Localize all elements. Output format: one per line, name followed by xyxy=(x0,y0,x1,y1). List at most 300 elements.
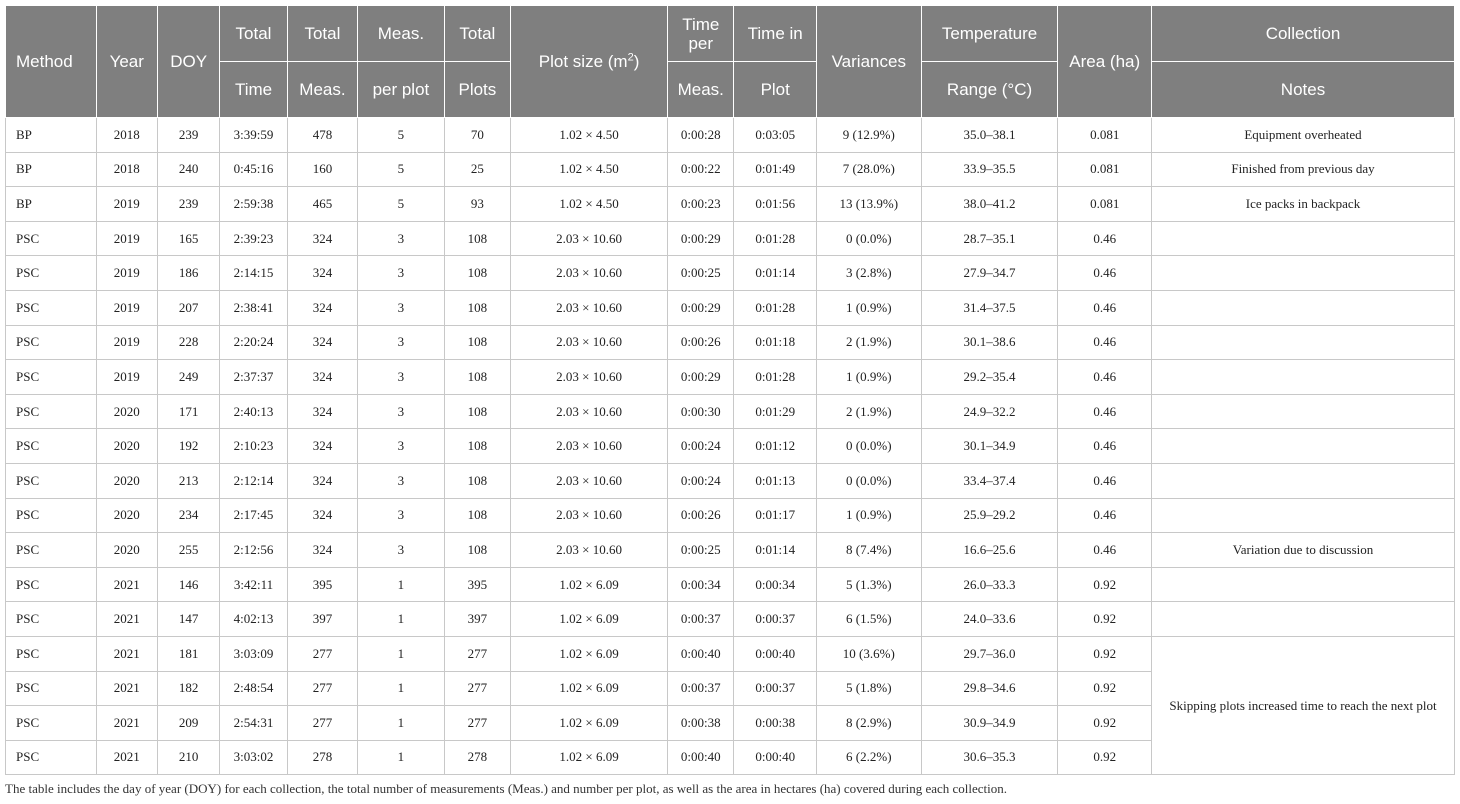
header-total-meas-top: Total xyxy=(287,6,357,62)
cell-total-meas: 324 xyxy=(287,221,357,256)
cell-doy: 147 xyxy=(157,602,219,637)
table-row xyxy=(6,636,1455,671)
cell-method: BP xyxy=(6,187,97,222)
header-plot-size-text: Plot size (m xyxy=(538,52,628,71)
cell-total-time: 3:03:02 xyxy=(220,740,287,775)
cell-total-plots: 108 xyxy=(444,429,510,464)
table-body xyxy=(6,118,1455,775)
cell-area: 0.92 xyxy=(1058,671,1152,706)
cell-time-per-meas: 0:00:40 xyxy=(668,740,734,775)
cell-total-time: 4:02:13 xyxy=(220,602,287,637)
header-temperature-bottom: Range (°C) xyxy=(921,62,1058,118)
cell-total-time: 3:39:59 xyxy=(220,118,287,153)
cell-total-meas: 324 xyxy=(287,360,357,395)
cell-total-time: 2:20:24 xyxy=(220,325,287,360)
cell-total-meas: 324 xyxy=(287,256,357,291)
cell-variances: 2 (1.9%) xyxy=(816,325,921,360)
cell-variances: 1 (0.9%) xyxy=(816,290,921,325)
cell-total-plots: 277 xyxy=(444,706,510,741)
cell-collection-notes xyxy=(1152,394,1455,429)
cell-time-in-plot: 0:01:49 xyxy=(734,152,817,187)
header-plot-size xyxy=(511,6,668,118)
cell-temperature-range: 30.9–34.9 xyxy=(921,706,1058,741)
cell-meas-per-plot: 3 xyxy=(358,533,445,568)
cell-time-in-plot: 0:00:37 xyxy=(734,602,817,637)
cell-time-per-meas: 0:00:37 xyxy=(668,602,734,637)
cell-total-meas: 478 xyxy=(287,118,357,153)
cell-area: 0.92 xyxy=(1058,706,1152,741)
cell-time-in-plot: 0:01:13 xyxy=(734,463,817,498)
cell-variances: 8 (2.9%) xyxy=(816,706,921,741)
cell-time-per-meas: 0:00:22 xyxy=(668,152,734,187)
cell-plot-size: 1.02 × 4.50 xyxy=(511,152,668,187)
cell-meas-per-plot: 3 xyxy=(358,360,445,395)
table-row xyxy=(6,533,1455,568)
cell-method: PSC xyxy=(6,498,97,533)
cell-area: 0.92 xyxy=(1058,567,1152,602)
cell-variances: 6 (1.5%) xyxy=(816,602,921,637)
cell-plot-size: 2.03 × 10.60 xyxy=(511,394,668,429)
cell-collection-notes xyxy=(1152,290,1455,325)
cell-temperature-range: 29.8–34.6 xyxy=(921,671,1058,706)
cell-doy: 239 xyxy=(157,187,219,222)
cell-time-in-plot: 0:01:28 xyxy=(734,221,817,256)
cell-collection-notes: Equipment overheated xyxy=(1152,118,1455,153)
cell-plot-size: 2.03 × 10.60 xyxy=(511,360,668,395)
cell-total-time: 2:17:45 xyxy=(220,498,287,533)
header-collection-notes-bottom: Notes xyxy=(1152,62,1455,118)
cell-plot-size: 1.02 × 4.50 xyxy=(511,118,668,153)
cell-plot-size: 1.02 × 6.09 xyxy=(511,706,668,741)
header-time-per-meas-bottom: Meas. xyxy=(668,62,734,118)
cell-method: PSC xyxy=(6,567,97,602)
cell-area: 0.081 xyxy=(1058,187,1152,222)
cell-area: 0.46 xyxy=(1058,394,1152,429)
cell-temperature-range: 33.9–35.5 xyxy=(921,152,1058,187)
cell-total-meas: 324 xyxy=(287,463,357,498)
table-row xyxy=(6,429,1455,464)
cell-total-plots: 397 xyxy=(444,602,510,637)
header-total-time-top: Total xyxy=(220,6,287,62)
cell-time-per-meas: 0:00:37 xyxy=(668,671,734,706)
cell-total-meas: 277 xyxy=(287,671,357,706)
cell-total-meas: 397 xyxy=(287,602,357,637)
cell-time-in-plot: 0:00:38 xyxy=(734,706,817,741)
cell-doy: 192 xyxy=(157,429,219,464)
cell-total-meas: 324 xyxy=(287,394,357,429)
header-total-meas-bottom: Meas. xyxy=(287,62,357,118)
cell-total-time: 2:12:14 xyxy=(220,463,287,498)
cell-variances: 3 (2.8%) xyxy=(816,256,921,291)
cell-plot-size: 2.03 × 10.60 xyxy=(511,325,668,360)
cell-meas-per-plot: 5 xyxy=(358,152,445,187)
cell-area: 0.46 xyxy=(1058,429,1152,464)
header-area: Area (ha) xyxy=(1058,6,1152,118)
cell-meas-per-plot: 1 xyxy=(358,567,445,602)
cell-year: 2020 xyxy=(96,463,157,498)
cell-variances: 5 (1.8%) xyxy=(816,671,921,706)
cell-meas-per-plot: 3 xyxy=(358,256,445,291)
cell-meas-per-plot: 1 xyxy=(358,706,445,741)
cell-meas-per-plot: 5 xyxy=(358,118,445,153)
cell-time-in-plot: 0:01:28 xyxy=(734,360,817,395)
header-time-in-plot-top: Time in xyxy=(734,6,817,62)
cell-method: PSC xyxy=(6,290,97,325)
cell-total-meas: 277 xyxy=(287,636,357,671)
cell-total-time: 2:40:13 xyxy=(220,394,287,429)
cell-time-in-plot: 0:01:56 xyxy=(734,187,817,222)
cell-area: 0.081 xyxy=(1058,152,1152,187)
cell-year: 2019 xyxy=(96,187,157,222)
cell-year: 2018 xyxy=(96,118,157,153)
cell-doy: 182 xyxy=(157,671,219,706)
cell-method: PSC xyxy=(6,256,97,291)
cell-variances: 5 (1.3%) xyxy=(816,567,921,602)
cell-temperature-range: 30.1–38.6 xyxy=(921,325,1058,360)
table-row xyxy=(6,256,1455,291)
cell-time-per-meas: 0:00:34 xyxy=(668,567,734,602)
cell-total-meas: 278 xyxy=(287,740,357,775)
cell-total-meas: 277 xyxy=(287,706,357,741)
cell-plot-size: 2.03 × 10.60 xyxy=(511,429,668,464)
cell-time-per-meas: 0:00:26 xyxy=(668,325,734,360)
cell-collection-notes xyxy=(1152,567,1455,602)
cell-year: 2021 xyxy=(96,567,157,602)
cell-total-plots: 108 xyxy=(444,221,510,256)
cell-time-per-meas: 0:00:30 xyxy=(668,394,734,429)
cell-temperature-range: 16.6–25.6 xyxy=(921,533,1058,568)
cell-total-meas: 160 xyxy=(287,152,357,187)
cell-plot-size: 2.03 × 10.60 xyxy=(511,221,668,256)
header-doy: DOY xyxy=(157,6,219,118)
cell-method: PSC xyxy=(6,706,97,741)
cell-total-plots: 108 xyxy=(444,360,510,395)
cell-year: 2020 xyxy=(96,394,157,429)
cell-meas-per-plot: 1 xyxy=(358,602,445,637)
cell-total-plots: 108 xyxy=(444,533,510,568)
cell-total-time: 2:39:23 xyxy=(220,221,287,256)
cell-doy: 210 xyxy=(157,740,219,775)
cell-area: 0.46 xyxy=(1058,463,1152,498)
cell-meas-per-plot: 3 xyxy=(358,429,445,464)
cell-area: 0.46 xyxy=(1058,290,1152,325)
cell-doy: 234 xyxy=(157,498,219,533)
cell-method: BP xyxy=(6,118,97,153)
cell-temperature-range: 26.0–33.3 xyxy=(921,567,1058,602)
cell-year: 2020 xyxy=(96,498,157,533)
cell-variances: 0 (0.0%) xyxy=(816,429,921,464)
cell-year: 2021 xyxy=(96,636,157,671)
cell-temperature-range: 35.0–38.1 xyxy=(921,118,1058,153)
cell-variances: 7 (28.0%) xyxy=(816,152,921,187)
cell-variances: 1 (0.9%) xyxy=(816,498,921,533)
cell-year: 2019 xyxy=(96,360,157,395)
cell-area: 0.92 xyxy=(1058,636,1152,671)
cell-plot-size: 2.03 × 10.60 xyxy=(511,498,668,533)
cell-method: PSC xyxy=(6,325,97,360)
cell-doy: 249 xyxy=(157,360,219,395)
cell-doy: 239 xyxy=(157,118,219,153)
cell-time-per-meas: 0:00:24 xyxy=(668,429,734,464)
cell-temperature-range: 27.9–34.7 xyxy=(921,256,1058,291)
table-row xyxy=(6,602,1455,637)
cell-total-plots: 277 xyxy=(444,671,510,706)
cell-area: 0.46 xyxy=(1058,325,1152,360)
cell-collection-notes: Finished from previous day xyxy=(1152,152,1455,187)
table-row xyxy=(6,394,1455,429)
cell-collection-notes: Skipping plots increased time to reach the next plot xyxy=(1152,636,1455,774)
cell-method: BP xyxy=(6,152,97,187)
cell-collection-notes xyxy=(1152,602,1455,637)
cell-collection-notes: Variation due to discussion xyxy=(1152,533,1455,568)
table-row xyxy=(6,290,1455,325)
cell-temperature-range: 38.0–41.2 xyxy=(921,187,1058,222)
cell-collection-notes xyxy=(1152,325,1455,360)
cell-total-time: 2:12:56 xyxy=(220,533,287,568)
cell-time-in-plot: 0:00:34 xyxy=(734,567,817,602)
cell-time-in-plot: 0:03:05 xyxy=(734,118,817,153)
cell-method: PSC xyxy=(6,636,97,671)
header-year: Year xyxy=(96,6,157,118)
cell-total-plots: 108 xyxy=(444,394,510,429)
table-row xyxy=(6,463,1455,498)
cell-method: PSC xyxy=(6,221,97,256)
cell-meas-per-plot: 3 xyxy=(358,290,445,325)
cell-temperature-range: 24.9–32.2 xyxy=(921,394,1058,429)
cell-plot-size: 2.03 × 10.60 xyxy=(511,290,668,325)
cell-meas-per-plot: 5 xyxy=(358,187,445,222)
cell-time-per-meas: 0:00:24 xyxy=(668,463,734,498)
cell-method: PSC xyxy=(6,671,97,706)
cell-year: 2021 xyxy=(96,602,157,637)
cell-year: 2021 xyxy=(96,706,157,741)
cell-plot-size: 2.03 × 10.60 xyxy=(511,533,668,568)
cell-area: 0.46 xyxy=(1058,533,1152,568)
cell-meas-per-plot: 1 xyxy=(358,671,445,706)
cell-time-in-plot: 0:00:40 xyxy=(734,636,817,671)
cell-plot-size: 2.03 × 10.60 xyxy=(511,256,668,291)
header-method: Method xyxy=(6,6,97,118)
cell-total-meas: 324 xyxy=(287,429,357,464)
cell-area: 0.081 xyxy=(1058,118,1152,153)
header-temperature-top: Temperature xyxy=(921,6,1058,62)
cell-collection-notes xyxy=(1152,221,1455,256)
cell-method: PSC xyxy=(6,740,97,775)
cell-variances: 8 (7.4%) xyxy=(816,533,921,568)
table-row xyxy=(6,567,1455,602)
cell-total-time: 3:03:09 xyxy=(220,636,287,671)
cell-total-plots: 395 xyxy=(444,567,510,602)
header-plot-size-sup: 2 xyxy=(627,51,634,64)
cell-year: 2021 xyxy=(96,740,157,775)
cell-meas-per-plot: 3 xyxy=(358,463,445,498)
cell-variances: 0 (0.0%) xyxy=(816,463,921,498)
cell-variances: 13 (13.9%) xyxy=(816,187,921,222)
cell-collection-notes xyxy=(1152,429,1455,464)
table-footnote: The table includes the day of year (DOY) for each collection, the total number of measurements (Meas.) and number per plot, as well as the area in hectares (ha) covered during each collection. xyxy=(5,781,1008,797)
cell-collection-notes xyxy=(1152,498,1455,533)
cell-variances: 2 (1.9%) xyxy=(816,394,921,429)
cell-doy: 255 xyxy=(157,533,219,568)
cell-temperature-range: 28.7–35.1 xyxy=(921,221,1058,256)
cell-time-in-plot: 0:01:14 xyxy=(734,256,817,291)
cell-total-time: 2:48:54 xyxy=(220,671,287,706)
cell-area: 0.46 xyxy=(1058,221,1152,256)
cell-doy: 228 xyxy=(157,325,219,360)
table-row xyxy=(6,187,1455,222)
cell-total-plots: 25 xyxy=(444,152,510,187)
cell-total-time: 2:59:38 xyxy=(220,187,287,222)
cell-variances: 1 (0.9%) xyxy=(816,360,921,395)
cell-time-in-plot: 0:01:29 xyxy=(734,394,817,429)
table-row xyxy=(6,118,1455,153)
cell-meas-per-plot: 3 xyxy=(358,394,445,429)
cell-temperature-range: 30.1–34.9 xyxy=(921,429,1058,464)
table-row xyxy=(6,152,1455,187)
cell-time-per-meas: 0:00:23 xyxy=(668,187,734,222)
header-variances: Variances xyxy=(816,6,921,118)
cell-method: PSC xyxy=(6,533,97,568)
cell-total-meas: 324 xyxy=(287,533,357,568)
cell-total-meas: 395 xyxy=(287,567,357,602)
cell-variances: 6 (2.2%) xyxy=(816,740,921,775)
cell-doy: 209 xyxy=(157,706,219,741)
cell-total-plots: 108 xyxy=(444,256,510,291)
cell-year: 2020 xyxy=(96,429,157,464)
cell-year: 2019 xyxy=(96,256,157,291)
cell-plot-size: 1.02 × 6.09 xyxy=(511,567,668,602)
cell-time-per-meas: 0:00:29 xyxy=(668,360,734,395)
cell-temperature-range: 31.4–37.5 xyxy=(921,290,1058,325)
cell-time-in-plot: 0:01:28 xyxy=(734,290,817,325)
cell-total-time: 2:54:31 xyxy=(220,706,287,741)
cell-total-plots: 108 xyxy=(444,325,510,360)
cell-temperature-range: 29.7–36.0 xyxy=(921,636,1058,671)
cell-method: PSC xyxy=(6,463,97,498)
cell-year: 2018 xyxy=(96,152,157,187)
cell-total-meas: 324 xyxy=(287,498,357,533)
cell-total-meas: 324 xyxy=(287,290,357,325)
header-meas-per-plot-bottom: per plot xyxy=(358,62,445,118)
cell-doy: 171 xyxy=(157,394,219,429)
cell-year: 2021 xyxy=(96,671,157,706)
header-total-plots-top: Total xyxy=(444,6,510,62)
cell-doy: 186 xyxy=(157,256,219,291)
cell-total-meas: 324 xyxy=(287,325,357,360)
cell-area: 0.46 xyxy=(1058,498,1152,533)
header-plot-size-close: ) xyxy=(633,52,640,71)
cell-variances: 0 (0.0%) xyxy=(816,221,921,256)
cell-time-in-plot: 0:01:17 xyxy=(734,498,817,533)
cell-plot-size: 1.02 × 6.09 xyxy=(511,602,668,637)
header-total-plots-bottom: Plots xyxy=(444,62,510,118)
header-collection-notes-top: Collection xyxy=(1152,6,1455,62)
cell-plot-size: 1.02 × 6.09 xyxy=(511,636,668,671)
cell-time-per-meas: 0:00:29 xyxy=(668,290,734,325)
cell-collection-notes: Ice packs in backpack xyxy=(1152,187,1455,222)
cell-time-in-plot: 0:01:18 xyxy=(734,325,817,360)
cell-time-in-plot: 0:01:12 xyxy=(734,429,817,464)
cell-total-time: 3:42:11 xyxy=(220,567,287,602)
cell-doy: 213 xyxy=(157,463,219,498)
table-container xyxy=(5,5,1455,797)
cell-total-time: 2:38:41 xyxy=(220,290,287,325)
cell-temperature-range: 29.2–35.4 xyxy=(921,360,1058,395)
cell-variances: 9 (12.9%) xyxy=(816,118,921,153)
cell-doy: 207 xyxy=(157,290,219,325)
cell-plot-size: 2.03 × 10.60 xyxy=(511,463,668,498)
cell-doy: 146 xyxy=(157,567,219,602)
cell-collection-notes xyxy=(1152,463,1455,498)
cell-method: PSC xyxy=(6,394,97,429)
cell-plot-size: 1.02 × 6.09 xyxy=(511,671,668,706)
cell-doy: 240 xyxy=(157,152,219,187)
cell-time-per-meas: 0:00:29 xyxy=(668,221,734,256)
cell-area: 0.92 xyxy=(1058,740,1152,775)
cell-total-plots: 93 xyxy=(444,187,510,222)
cell-time-per-meas: 0:00:40 xyxy=(668,636,734,671)
cell-temperature-range: 33.4–37.4 xyxy=(921,463,1058,498)
cell-meas-per-plot: 3 xyxy=(358,325,445,360)
cell-time-per-meas: 0:00:38 xyxy=(668,706,734,741)
cell-plot-size: 1.02 × 6.09 xyxy=(511,740,668,775)
header-meas-per-plot-top: Meas. xyxy=(358,6,445,62)
cell-meas-per-plot: 1 xyxy=(358,740,445,775)
cell-time-in-plot: 0:00:40 xyxy=(734,740,817,775)
cell-collection-notes xyxy=(1152,256,1455,291)
cell-time-in-plot: 0:00:37 xyxy=(734,671,817,706)
cell-temperature-range: 30.6–35.3 xyxy=(921,740,1058,775)
cell-year: 2019 xyxy=(96,290,157,325)
cell-total-plots: 278 xyxy=(444,740,510,775)
cell-temperature-range: 25.9–29.2 xyxy=(921,498,1058,533)
header-time-per-meas-top: Time per xyxy=(668,6,734,62)
cell-total-plots: 277 xyxy=(444,636,510,671)
data-table xyxy=(5,5,1455,775)
cell-meas-per-plot: 3 xyxy=(358,221,445,256)
cell-method: PSC xyxy=(6,602,97,637)
header-total-time-bottom: Time xyxy=(220,62,287,118)
cell-time-per-meas: 0:00:26 xyxy=(668,498,734,533)
cell-total-plots: 108 xyxy=(444,463,510,498)
cell-time-per-meas: 0:00:25 xyxy=(668,256,734,291)
cell-plot-size: 1.02 × 4.50 xyxy=(511,187,668,222)
cell-total-plots: 108 xyxy=(444,290,510,325)
table-row xyxy=(6,325,1455,360)
cell-total-meas: 465 xyxy=(287,187,357,222)
table-row xyxy=(6,360,1455,395)
table-header xyxy=(6,6,1455,118)
cell-total-time: 2:37:37 xyxy=(220,360,287,395)
cell-area: 0.92 xyxy=(1058,602,1152,637)
cell-area: 0.46 xyxy=(1058,360,1152,395)
table-row xyxy=(6,498,1455,533)
cell-time-per-meas: 0:00:28 xyxy=(668,118,734,153)
cell-meas-per-plot: 1 xyxy=(358,636,445,671)
cell-meas-per-plot: 3 xyxy=(358,498,445,533)
cell-total-plots: 108 xyxy=(444,498,510,533)
cell-year: 2019 xyxy=(96,325,157,360)
cell-time-in-plot: 0:01:14 xyxy=(734,533,817,568)
cell-time-per-meas: 0:00:25 xyxy=(668,533,734,568)
header-time-in-plot-bottom: Plot xyxy=(734,62,817,118)
cell-year: 2019 xyxy=(96,221,157,256)
cell-temperature-range: 24.0–33.6 xyxy=(921,602,1058,637)
cell-collection-notes xyxy=(1152,360,1455,395)
cell-doy: 181 xyxy=(157,636,219,671)
cell-method: PSC xyxy=(6,360,97,395)
cell-method: PSC xyxy=(6,429,97,464)
